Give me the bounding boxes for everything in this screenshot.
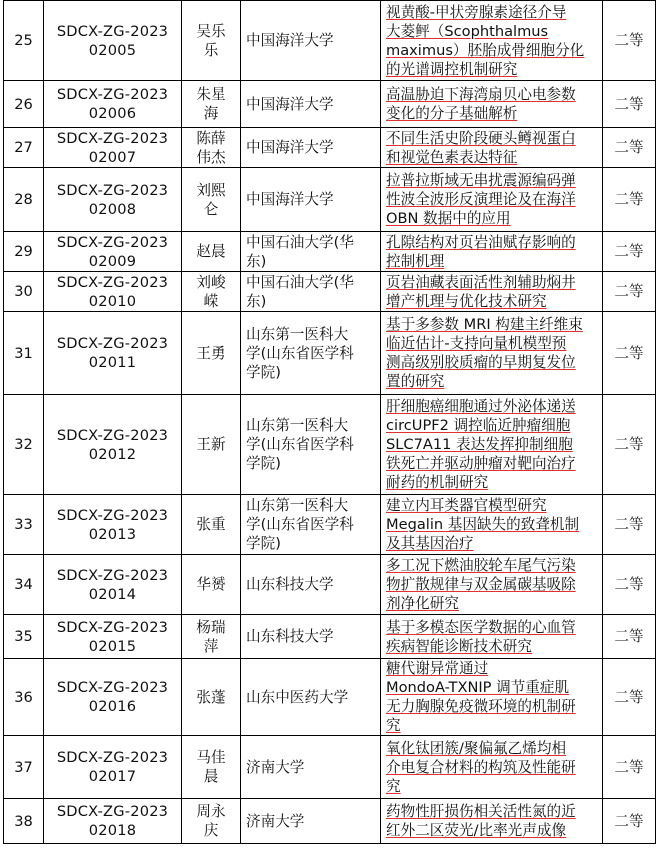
project-title (381, 168, 603, 232)
project-title-line: 无力胸腺免疫微环境的机制研 (386, 698, 576, 715)
project-code-line: SDCX-ZG-2023 (56, 426, 169, 444)
project-title (381, 615, 603, 659)
applicant-name (182, 395, 241, 495)
project-title (381, 312, 603, 395)
applicant-name (182, 1, 241, 81)
project-title-line: 剂净化研究 (386, 595, 459, 612)
project-title-line: 测高级别胶质瘤的早期复发位 (386, 354, 576, 371)
project-title-line: 基于多参数 MRI 构建主纤维束 (386, 316, 583, 333)
institution-line: 东) (246, 292, 267, 310)
project-code (44, 495, 182, 555)
project-title-line: 控制机理 (386, 252, 445, 270)
project-title (381, 128, 603, 168)
project-title (381, 395, 603, 495)
project-title-line: 建立内耳类器官模型研究 (386, 497, 547, 514)
table-row (4, 659, 656, 736)
institution-line: 学(山东省医学科 (246, 344, 354, 362)
table-row (4, 799, 656, 844)
applicant-name-line: 吴乐 (196, 22, 226, 40)
applicant-name-line: 伟杰 (196, 148, 226, 166)
institution (241, 232, 381, 272)
project-code (44, 615, 182, 659)
institution-line: 山东科技大学 (246, 576, 334, 593)
project-code-line: SDCX-ZG-2023 (56, 506, 169, 524)
table-row (4, 81, 656, 128)
project-title-line: 和视觉色素表达特征 (386, 148, 518, 166)
table-row (4, 312, 656, 395)
project-title-line: 基于多模态医学数据的心血管 (386, 618, 576, 636)
applicant-name-line: 陈薛 (196, 129, 226, 147)
row-number: 38 (4, 799, 44, 844)
award-level: 二等 (603, 555, 656, 615)
institution (241, 312, 381, 395)
institution (241, 659, 381, 736)
applicant-name (182, 168, 241, 232)
applicant-name-line: 张重 (196, 516, 226, 533)
award-level: 二等 (603, 395, 656, 495)
project-title-line: SLC7A11 表达发挥抑制细胞 (386, 436, 573, 453)
project-code (44, 736, 182, 799)
project-title-line: 药物性肝损伤相关活性氮的近 (386, 803, 576, 820)
applicant-name (182, 555, 241, 615)
applicant-name-line: 萍 (203, 637, 219, 655)
project-code-line: 02014 (88, 585, 137, 603)
institution-line: 东) (246, 252, 267, 270)
project-title (381, 799, 603, 844)
institution-line: 山东中医药大学 (246, 688, 349, 706)
institution-line: 中国石油大学(华 (246, 233, 354, 251)
table-row (4, 168, 656, 232)
applicant-name (182, 799, 241, 844)
project-title-line: maximus）胚胎成骨细胞分化 (386, 41, 585, 59)
table-body (4, 1, 656, 844)
institution (241, 395, 381, 495)
applicant-name-line: 刘峻 (196, 273, 226, 291)
project-title-line: circUPF2 调控临近肿瘤细胞 (386, 417, 571, 434)
award-level: 二等 (603, 799, 656, 844)
institution-line: 学院) (246, 363, 281, 381)
institution-line: 中国海洋大学 (246, 95, 334, 113)
applicant-name-line: 华赟 (196, 576, 226, 593)
applicant-name-line: 杨瑞 (196, 618, 226, 636)
project-code-line: 02018 (88, 822, 137, 839)
project-title-line: 大菱鲆（Scophthalmus (386, 22, 549, 40)
project-title (381, 659, 603, 736)
institution-line: 学院) (246, 535, 281, 552)
project-code-line: SDCX-ZG-2023 (56, 618, 169, 636)
applicant-name-line: 王勇 (196, 344, 226, 362)
row-number: 30 (4, 272, 44, 312)
row-number: 36 (4, 659, 44, 736)
project-code-line: SDCX-ZG-2023 (56, 86, 169, 103)
project-title-line: 耐药的机制研究 (386, 474, 489, 491)
project-title-line: 孔隙结构对页岩油赋存影响的 (386, 233, 576, 251)
project-title-line: 介电复合材料的构筑及性能研 (386, 758, 576, 776)
institution-line: 山东科技大学 (246, 628, 334, 645)
institution (241, 81, 381, 128)
table-row (4, 232, 656, 272)
project-code-line: SDCX-ZG-2023 (56, 566, 169, 584)
project-code-line: 02011 (88, 354, 137, 371)
project-title-line: Megalin 基因缺失的致聋机制 (386, 516, 580, 533)
project-code-line: SDCX-ZG-2023 (56, 233, 169, 251)
project-title (381, 1, 603, 81)
project-code-line: 02012 (88, 445, 137, 463)
project-title-line: 究 (386, 777, 401, 795)
table-row (4, 395, 656, 495)
awards-table (3, 0, 656, 844)
row-number: 26 (4, 81, 44, 128)
project-code-line: 02010 (88, 292, 137, 310)
project-title-line: 置的研究 (386, 373, 445, 390)
project-code-line: 02013 (88, 525, 137, 543)
row-number: 28 (4, 168, 44, 232)
institution-line: 中国海洋大学 (246, 139, 334, 156)
row-number: 29 (4, 232, 44, 272)
institution-line: 中国海洋大学 (246, 32, 334, 49)
applicant-name-line: 王新 (196, 436, 226, 453)
institution-line: 山东第一医科大 (246, 497, 349, 514)
project-code (44, 395, 182, 495)
table-row (4, 736, 656, 799)
institution-line: 学(山东省医学科 (246, 516, 354, 533)
project-code (44, 128, 182, 168)
project-title-line: 氧化钛团簇/聚偏氟乙烯均相 (386, 739, 567, 757)
project-title-line: 红外二区荧光/比率光声成像 (386, 822, 567, 839)
project-code-line: SDCX-ZG-2023 (56, 181, 169, 199)
institution-line: 山东第一医科大 (246, 417, 349, 434)
project-code-line: 02008 (88, 200, 137, 218)
project-title-line: 视黄酸-甲状旁腺素途径介导 (386, 3, 567, 21)
applicant-name (182, 272, 241, 312)
project-code (44, 659, 182, 736)
applicant-name (182, 736, 241, 799)
project-title-line: 糖代谢异常通过 (386, 660, 489, 677)
project-code-line: 02005 (88, 41, 137, 59)
table-row (4, 495, 656, 555)
project-title-line: 增产机理与优化技术研究 (386, 292, 547, 310)
project-title-line: 疾病智能诊断技术研究 (386, 637, 532, 655)
award-level: 二等 (603, 312, 656, 395)
project-code (44, 232, 182, 272)
table-row (4, 615, 656, 659)
project-code (44, 555, 182, 615)
project-code (44, 168, 182, 232)
applicant-name (182, 81, 241, 128)
table-row (4, 1, 656, 81)
institution (241, 168, 381, 232)
project-code-line: 02015 (88, 637, 137, 655)
applicant-name (182, 312, 241, 395)
applicant-name (182, 128, 241, 168)
project-title-line: 页岩油藏表面活性剂辅助焖井 (386, 273, 576, 291)
project-code-line: 02009 (88, 252, 137, 270)
award-level: 二等 (603, 232, 656, 272)
project-code-line: 02017 (88, 768, 137, 785)
applicant-name-line: 嵘 (203, 292, 219, 310)
project-title-line: 多工况下燃油胶轮车尾气污染 (386, 557, 576, 574)
applicant-name-line: 张蓬 (196, 688, 226, 706)
project-code (44, 799, 182, 844)
project-title-line: 临近估计-支持向量机模型预 (386, 335, 567, 352)
project-title (381, 736, 603, 799)
project-code-line: 02007 (88, 148, 137, 166)
project-title (381, 555, 603, 615)
project-title-line: 及其基因治疗 (386, 535, 474, 552)
project-code (44, 81, 182, 128)
table-row (4, 272, 656, 312)
project-title-line: 的光谱调控机制研究 (386, 60, 518, 78)
award-level: 二等 (603, 168, 656, 232)
project-code (44, 1, 182, 81)
applicant-name-line: 海 (203, 105, 219, 122)
institution-line: 学(山东省医学科 (246, 436, 354, 453)
project-code (44, 312, 182, 395)
award-level: 二等 (603, 615, 656, 659)
project-title-line: 高温胁迫下海湾扇贝心电参数 (386, 86, 576, 103)
award-level: 二等 (603, 272, 656, 312)
award-level: 二等 (603, 659, 656, 736)
project-title-line: 拉普拉斯域无串扰震源编码弹 (386, 172, 576, 189)
project-title-line: 物扩散规律与双金属碳基吸除 (386, 576, 576, 593)
institution (241, 495, 381, 555)
institution-line: 学院) (246, 455, 281, 472)
project-code-line: SDCX-ZG-2023 (56, 803, 169, 820)
applicant-name (182, 659, 241, 736)
project-title-line: OBN 数据中的应用 (386, 210, 511, 227)
institution (241, 555, 381, 615)
project-code-line: SDCX-ZG-2023 (56, 22, 169, 40)
project-title-line: 性波全波形反演理论及在海洋 (386, 191, 576, 208)
project-title-line: 铁死亡并驱动肿瘤对靶向治疗 (386, 455, 576, 472)
row-number: 33 (4, 495, 44, 555)
institution (241, 1, 381, 81)
applicant-name-line: 朱星 (196, 86, 226, 103)
institution-line: 济南大学 (246, 758, 305, 776)
project-title-line: 究 (386, 717, 401, 734)
row-number: 35 (4, 615, 44, 659)
applicant-name-line: 仑 (203, 200, 219, 218)
row-number: 27 (4, 128, 44, 168)
project-code-line: SDCX-ZG-2023 (56, 335, 169, 352)
applicant-name (182, 615, 241, 659)
row-number: 25 (4, 1, 44, 81)
applicant-name-line: 乐 (203, 41, 219, 59)
row-number: 37 (4, 736, 44, 799)
institution-line: 济南大学 (246, 812, 305, 830)
institution-line: 中国石油大学(华 (246, 273, 354, 291)
applicant-name-line: 刘熙 (196, 181, 226, 199)
project-title-line: MondoA-TXNIP 调节重症肌 (386, 679, 570, 696)
project-title (381, 81, 603, 128)
award-level: 二等 (603, 736, 656, 799)
applicant-name-line: 周永 (196, 803, 226, 820)
applicant-name-line: 赵晨 (196, 243, 226, 260)
institution (241, 272, 381, 312)
project-code-line: SDCX-ZG-2023 (56, 749, 169, 766)
project-code-line: 02006 (88, 105, 137, 122)
institution (241, 615, 381, 659)
project-code (44, 272, 182, 312)
project-title-line: 变化的分子基础解析 (386, 105, 518, 122)
row-number: 32 (4, 395, 44, 495)
table-row (4, 555, 656, 615)
project-title (381, 495, 603, 555)
project-code-line: SDCX-ZG-2023 (56, 273, 169, 291)
applicant-name-line: 马佳 (196, 749, 226, 766)
institution (241, 799, 381, 844)
table-row (4, 128, 656, 168)
row-number: 31 (4, 312, 44, 395)
applicant-name (182, 232, 241, 272)
institution-line: 中国海洋大学 (246, 191, 334, 208)
project-title-line: 不同生活史阶段硬头鳟视蛋白 (386, 129, 576, 147)
row-number: 34 (4, 555, 44, 615)
project-title-line: 肝细胞癌细胞通过外泌体递送 (386, 398, 576, 415)
institution (241, 128, 381, 168)
project-code-line: SDCX-ZG-2023 (56, 129, 169, 147)
institution (241, 736, 381, 799)
project-code-line: 02016 (88, 698, 137, 715)
award-level: 二等 (603, 495, 656, 555)
project-title (381, 272, 603, 312)
project-title (381, 232, 603, 272)
applicant-name-line: 庆 (203, 822, 219, 839)
project-code-line: SDCX-ZG-2023 (56, 679, 169, 696)
award-level: 二等 (603, 1, 656, 81)
applicant-name-line: 晨 (203, 768, 219, 785)
institution-line: 山东第一医科大 (246, 325, 349, 343)
award-level: 二等 (603, 81, 656, 128)
applicant-name (182, 495, 241, 555)
award-level: 二等 (603, 128, 656, 168)
